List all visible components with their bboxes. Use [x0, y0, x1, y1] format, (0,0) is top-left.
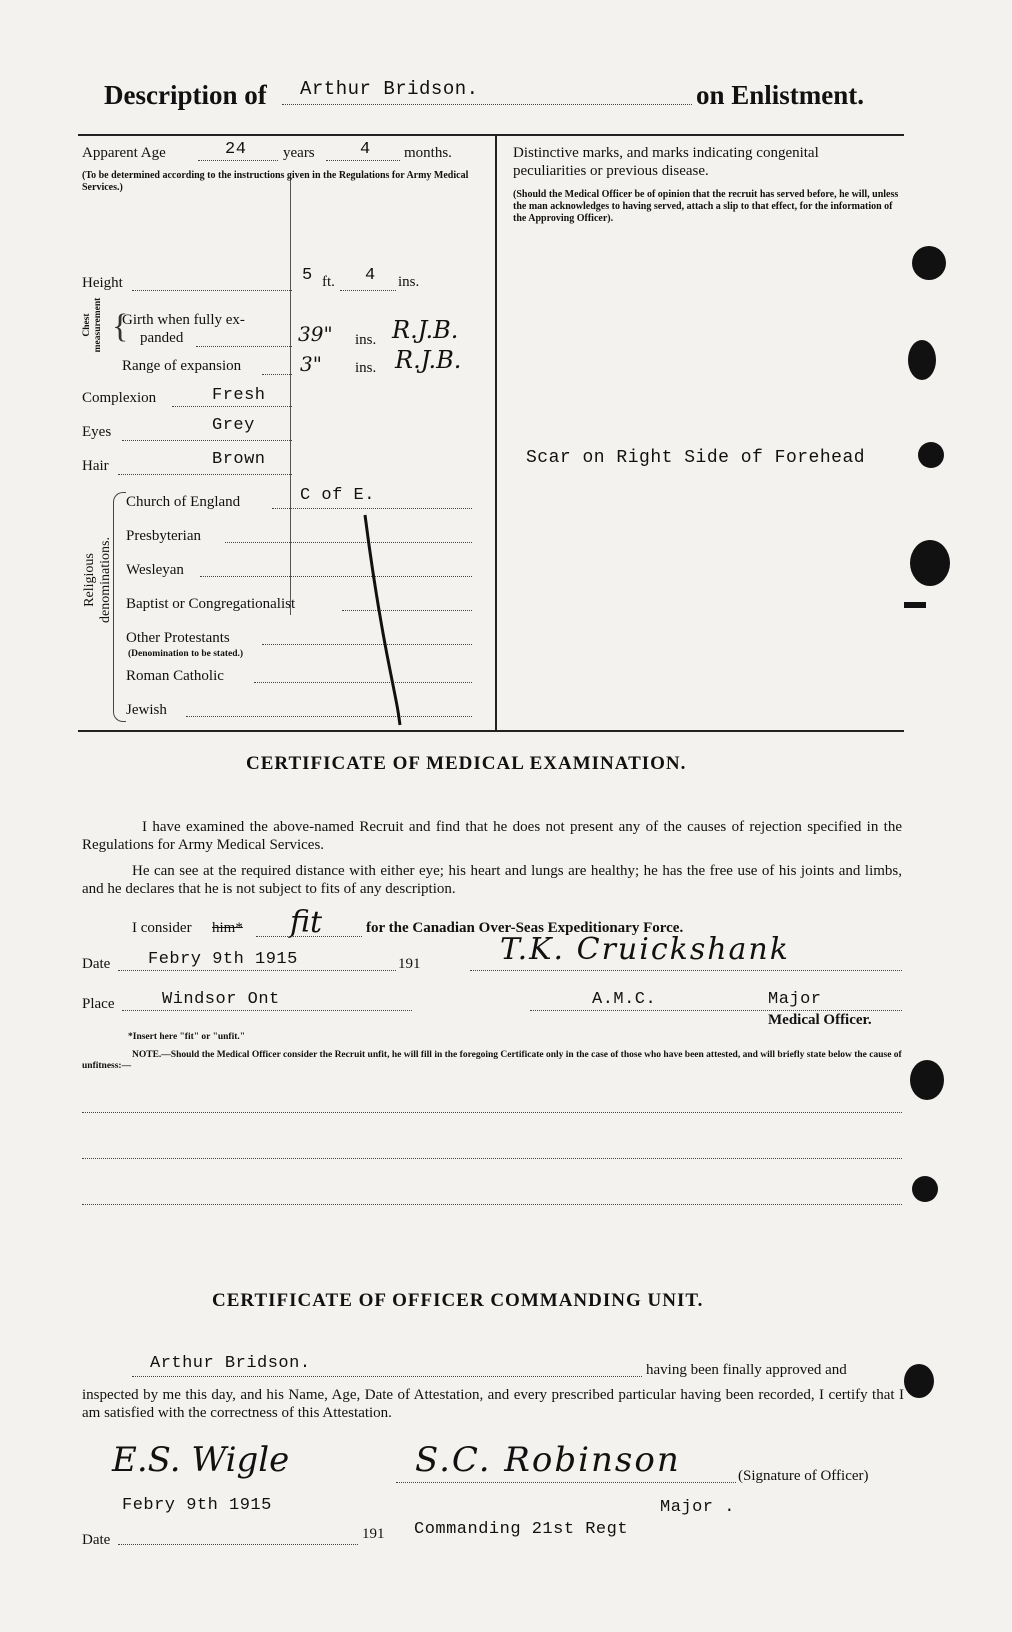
binder-hole — [912, 1176, 938, 1202]
ditto-stroke — [360, 510, 410, 730]
binder-hole — [908, 340, 936, 380]
consider-prefix: I consider — [132, 920, 192, 936]
commanding-officer-signature: S.C. Robinson — [415, 1440, 681, 1480]
girth-value: 39" — [298, 322, 333, 346]
girth-label-1: Girth when fully ex- — [122, 312, 245, 328]
range-initials: R.J.B. — [395, 346, 462, 374]
commanding-recruit-name: Arthur Bridson. — [150, 1354, 311, 1373]
marks-label-1: Distinctive marks, and marks indicating congenital — [513, 145, 819, 161]
religion-value: C of E. — [300, 486, 375, 505]
religion-jewish: Jewish — [126, 702, 167, 718]
header-prefix: Description of — [104, 80, 267, 110]
religion-brace — [113, 492, 126, 722]
commanding-unit: Commanding 21st Regt — [414, 1520, 629, 1539]
signature-label: (Signature of Officer) — [738, 1468, 869, 1484]
complexion-label: Complexion — [82, 390, 157, 406]
commanding-date-year: 191 — [362, 1526, 385, 1542]
complexion-value: Fresh — [212, 386, 266, 405]
binder-hole — [918, 442, 944, 468]
religion-baptist: Baptist or Congregationalist — [126, 596, 296, 612]
marks-label-2: peculiarities or previous disease. — [513, 163, 709, 179]
commanding-date-value: Febry 9th 1915 — [122, 1496, 272, 1515]
commanding-title: CERTIFICATE OF OFFICER COMMANDING UNIT. — [212, 1290, 704, 1311]
officer-unit: A.M.C. — [592, 990, 657, 1009]
religion-church-of-england: Church of England — [126, 494, 241, 510]
marks-note: (Should the Medical Officer be of opinion that the recruit has served before, he will, unless the man acknowledges to having served, attach a slip to that effect, for the information of the Approving Officer). — [513, 189, 899, 224]
medical-para-2: He can see at the required distance with either eye; his heart and lungs are healthy; he has the free use of his joints and limbs, and he declares that he is not subject to fits of any description. — [82, 863, 902, 897]
height-inches: 4 — [365, 266, 376, 285]
binder-mark — [904, 602, 926, 608]
officer-title: Medical Officer. — [768, 1012, 872, 1028]
unfit-line-2 — [82, 1158, 902, 1159]
commanding-text-2: inspected by me this day, and his Name, Age, Date of Attestation, and every prescribed particular having been recorded, I certify that I am satisfied with the correctness of this Attestation. — [82, 1387, 904, 1421]
religion-roman-catholic: Roman Catholic — [126, 668, 224, 684]
mid-rule — [78, 730, 904, 732]
chest-label: Chest measurement — [82, 297, 103, 353]
religion-presbyterian: Presbyterian — [126, 528, 201, 544]
height-ins-label: ins. — [398, 274, 420, 290]
place-value: Windsor Ont — [162, 990, 280, 1009]
binder-hole — [904, 1364, 934, 1398]
years-label: years — [283, 145, 315, 161]
girth-label-2: panded — [140, 330, 184, 346]
consider-value: fit — [290, 905, 323, 940]
recruit-name: Arthur Bridson. — [300, 78, 479, 100]
top-rule — [78, 134, 904, 136]
commanding-rank: Major . — [660, 1498, 735, 1517]
officer-rank: Major — [768, 990, 822, 1009]
religion-label: Religious denominations. — [82, 537, 113, 623]
months-label: months. — [404, 145, 452, 161]
witness-signature: E.S. Wigle — [112, 1440, 290, 1480]
unfit-line-1 — [82, 1112, 902, 1113]
age-label: Apparent Age — [82, 145, 166, 161]
unfit-note: NOTE.—Should the Medical Officer consider the Recruit unfit, he will fill in the foregoing Certificate only in the case of those who have been attested, and will briefly state below the cause of unfitness:— — [82, 1050, 902, 1071]
medical-officer-signature: T.K. Cruickshank — [500, 932, 790, 967]
other-protestants-note: (Denomination to be stated.) — [128, 649, 244, 659]
binder-hole — [912, 246, 946, 280]
center-rule — [495, 134, 497, 730]
eyes-label: Eyes — [82, 424, 112, 440]
height-label: Height — [82, 275, 123, 291]
date-label: Date — [82, 956, 111, 972]
binder-hole — [910, 540, 950, 586]
marks-value: Scar on Right Side of Forehead — [526, 448, 866, 468]
consider-suffix: for the Canadian Over-Seas Expeditionary Force. — [366, 920, 684, 936]
chest-brace: { — [112, 308, 129, 345]
girth-initials: R.J.B. — [392, 316, 459, 344]
insert-note: *Insert here "fit" or "unfit." — [128, 1032, 246, 1042]
commanding-date-label: Date — [82, 1532, 111, 1548]
hair-label: Hair — [82, 458, 109, 474]
consider-struck: him* — [212, 920, 243, 936]
range-label: Range of expansion — [122, 358, 242, 374]
girth-ins: ins. — [355, 332, 377, 348]
unfit-line-3 — [82, 1204, 902, 1205]
medical-title: CERTIFICATE OF MEDICAL EXAMINATION. — [246, 753, 687, 774]
height-feet: 5 — [302, 266, 313, 285]
ft-label: ft. — [322, 274, 335, 290]
religion-wesleyan: Wesleyan — [126, 562, 184, 578]
hair-value: Brown — [212, 450, 266, 469]
eyes-value: Grey — [212, 416, 255, 435]
date-value: Febry 9th 1915 — [148, 950, 298, 969]
place-label: Place — [82, 996, 115, 1012]
header-suffix: on Enlistment. — [696, 80, 865, 110]
age-months: 4 — [360, 140, 371, 159]
range-ins: ins. — [355, 360, 377, 376]
medical-para-1: I have examined the above-named Recruit and find that he does not present any of the causes of rejection specified in the Regulations for Army Medical Services. — [82, 819, 902, 853]
age-years: 24 — [225, 140, 247, 159]
commanding-text-1: having been finally approved and — [646, 1362, 847, 1378]
date-year: 191 — [398, 956, 421, 972]
range-value: 3" — [300, 352, 322, 376]
column-rule — [290, 175, 291, 615]
religion-other-protestants: Other Protestants — [126, 630, 230, 646]
binder-hole — [910, 1060, 944, 1100]
age-note: (To be determined according to the instructions given in the Regulations for Army Medical Services.) — [82, 170, 469, 193]
